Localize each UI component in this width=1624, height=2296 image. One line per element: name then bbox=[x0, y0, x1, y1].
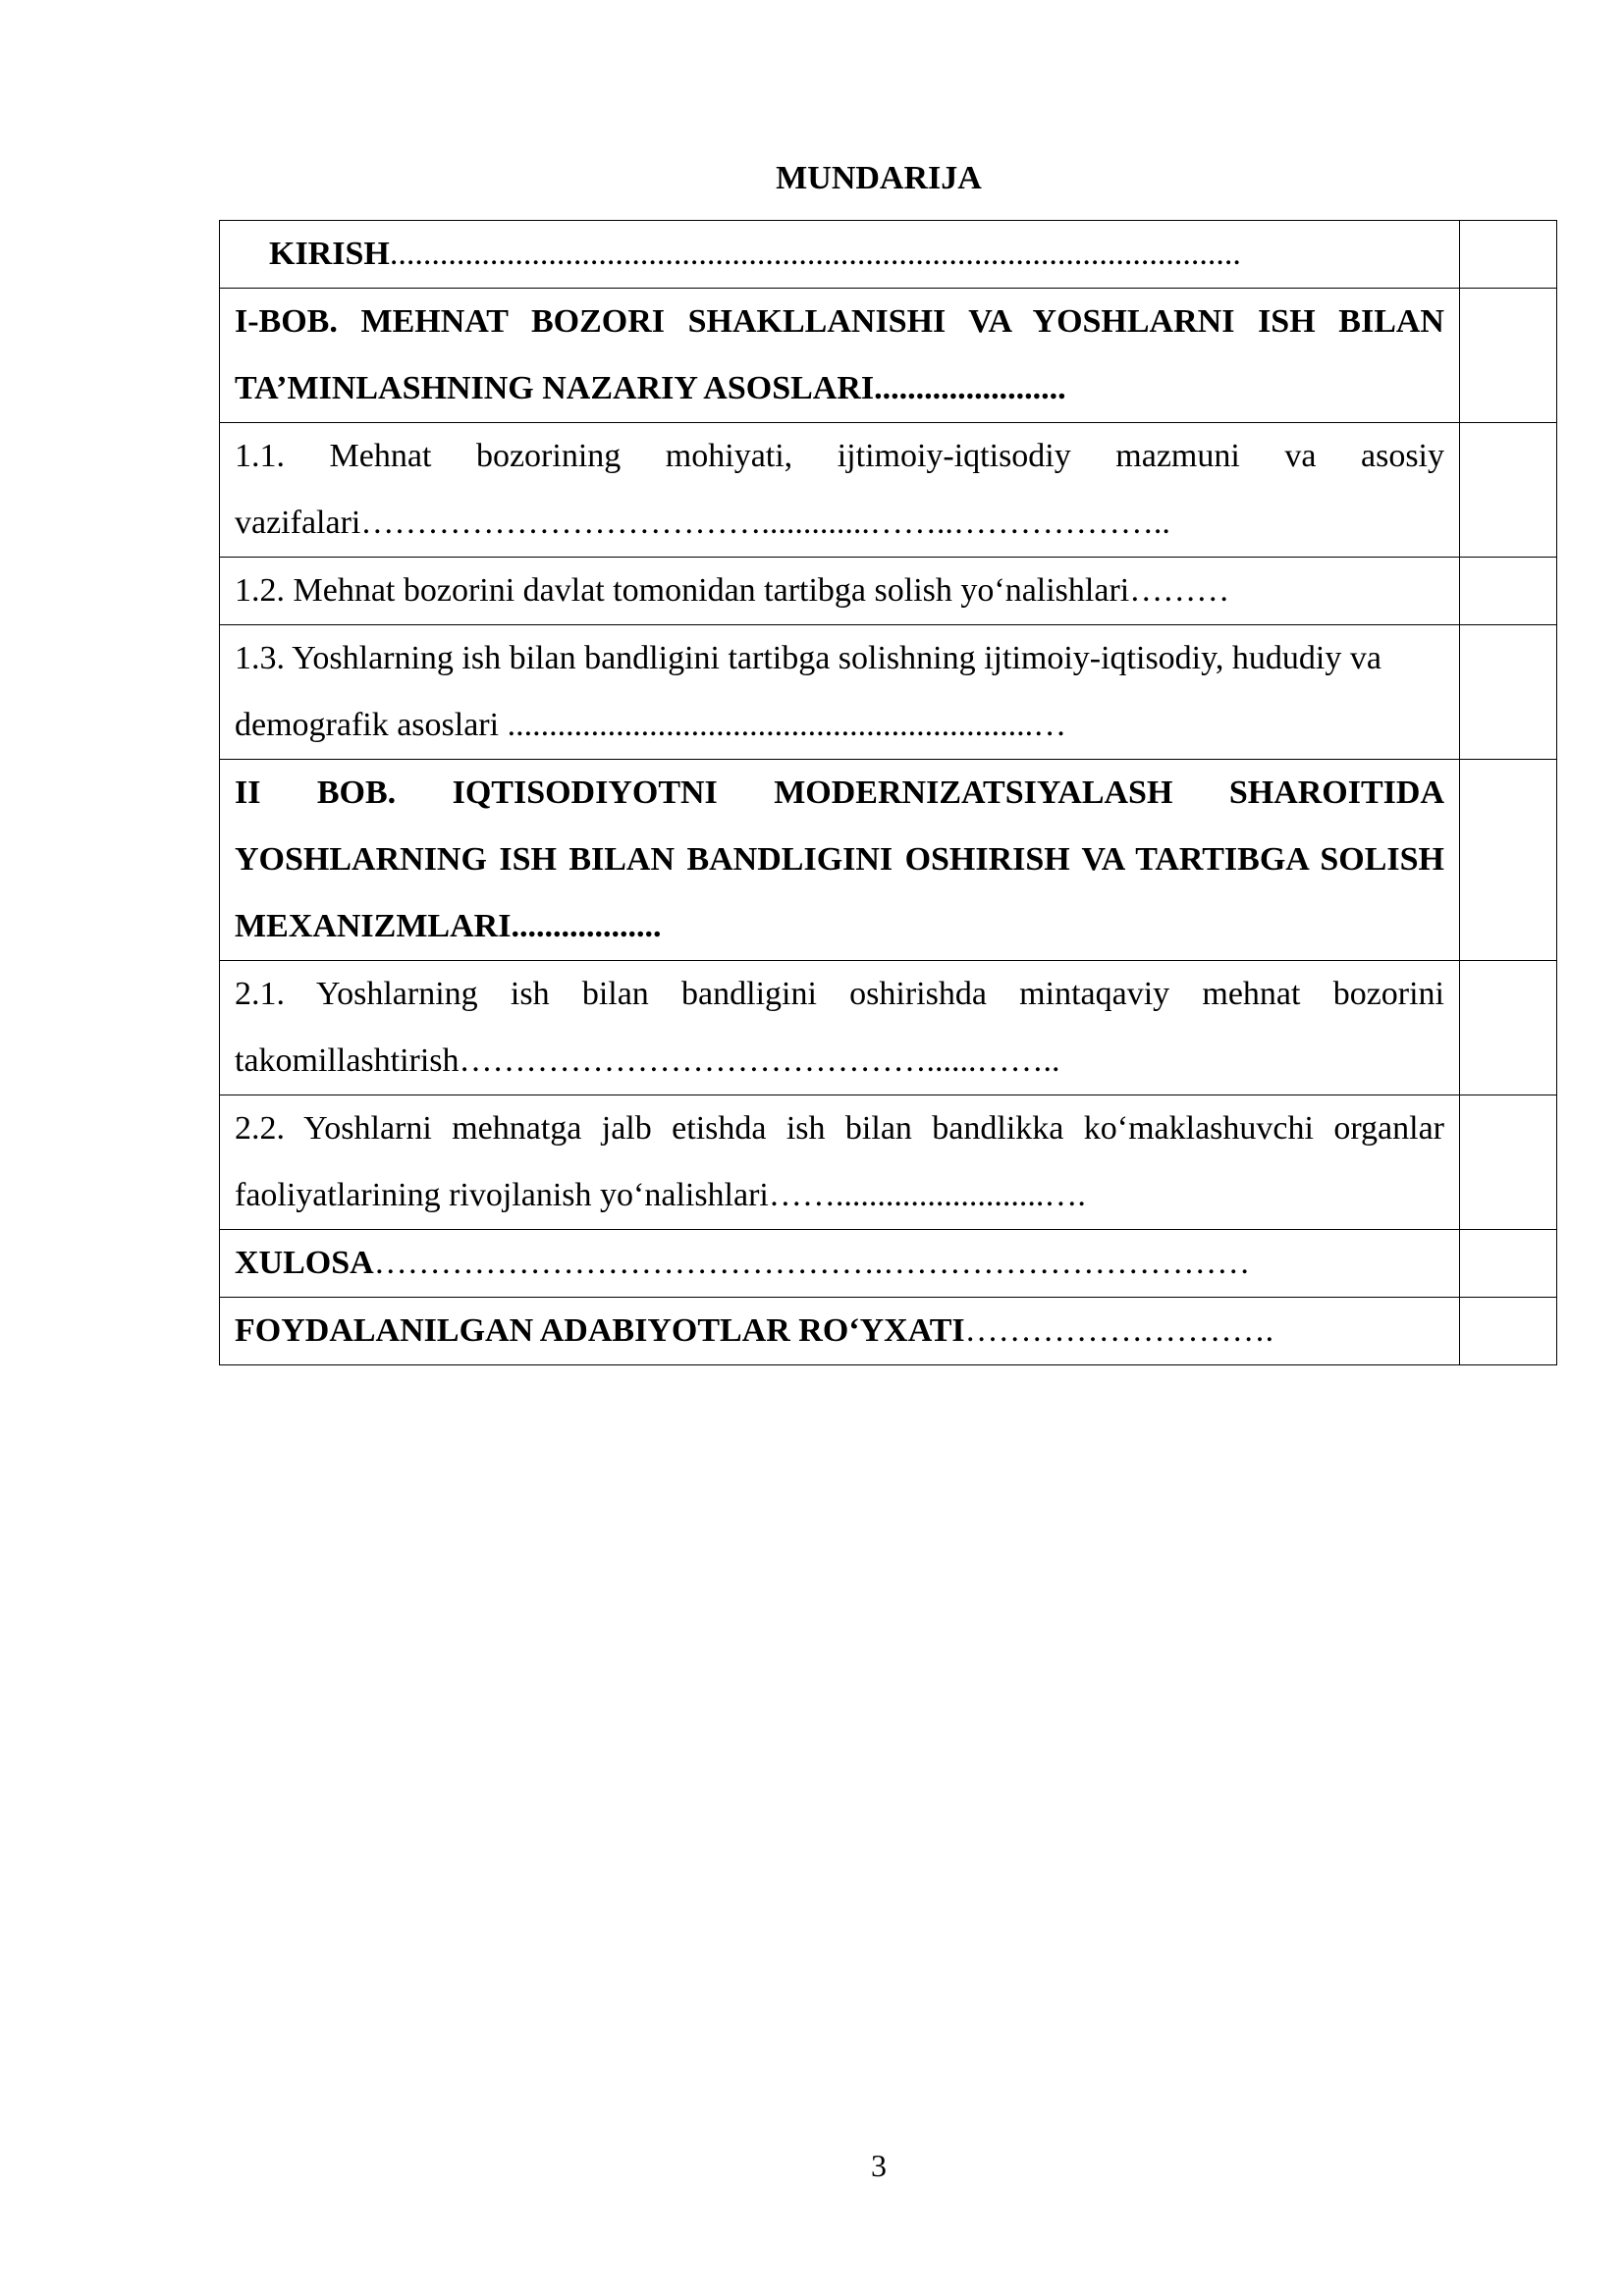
toc-leader: …….........................…. bbox=[768, 1177, 1086, 1213]
toc-entry-cell bbox=[220, 1230, 1460, 1298]
toc-leader: ....................... bbox=[874, 370, 1066, 406]
page-number: 3 bbox=[871, 2148, 887, 2183]
toc-page-cell bbox=[1460, 760, 1557, 961]
toc-leader: ……………………………………......…….. bbox=[459, 1042, 1060, 1079]
toc-row-intro bbox=[220, 221, 1557, 289]
toc-entry bbox=[220, 1230, 1459, 1297]
toc-entry bbox=[220, 423, 1459, 557]
toc-entry-cell bbox=[220, 558, 1460, 625]
toc-entry bbox=[220, 558, 1459, 624]
toc-entry-title: 1.2. Mehnat bozorini davlat tomonidan tartibga solish yo‘nalishlari bbox=[235, 572, 1130, 609]
toc-entry-title: II BOB. IQTISODIYOTNI MODERNIZATSIYALASH SHAROITIDA YOSHLARNING ISH BILAN BANDLIGINI OSHIRISH VA TARTIBGA SOLISH MEXANIZMLARI bbox=[235, 774, 1444, 944]
toc-leader: ……… bbox=[1129, 572, 1230, 609]
toc-leader: ………………………. bbox=[964, 1312, 1274, 1349]
toc-page-cell bbox=[1460, 289, 1557, 423]
toc-page-cell bbox=[1460, 221, 1557, 289]
toc-entry-title: KIRISH bbox=[269, 236, 390, 272]
toc-page-cell bbox=[1460, 1095, 1557, 1230]
toc-leader: .................. bbox=[511, 908, 662, 944]
toc-entry bbox=[220, 961, 1459, 1095]
toc-row-section-2-2 bbox=[220, 1095, 1557, 1230]
table-of-contents bbox=[219, 220, 1557, 1365]
toc-entry bbox=[220, 625, 1459, 759]
toc-entry bbox=[220, 289, 1459, 422]
toc-entry-cell bbox=[220, 289, 1460, 423]
toc-leader: ...................................................................................................... bbox=[389, 236, 1241, 272]
toc-entry-cell bbox=[220, 1298, 1460, 1365]
toc-entry-cell bbox=[220, 961, 1460, 1095]
toc-entry-cell bbox=[220, 1095, 1460, 1230]
toc-page-cell bbox=[1460, 558, 1557, 625]
toc-row-section-1-3 bbox=[220, 625, 1557, 760]
toc-row-chapter-2 bbox=[220, 760, 1557, 961]
toc-leader: ...............................................................… bbox=[499, 707, 1067, 743]
toc-row-conclusion bbox=[220, 1230, 1557, 1298]
page-title: MUNDARIJA bbox=[776, 160, 982, 196]
toc-entry bbox=[220, 221, 1459, 288]
toc-entry bbox=[220, 1298, 1459, 1364]
toc-leader: ……………………………………….…………………………… bbox=[373, 1245, 1251, 1281]
toc-entry-title: 2.2. Yoshlarni mehnatga jalb etishda ish bilan bandlikka ko‘maklashuvchi organlar faoliyatlarining rivojlanish yo‘nalishlari bbox=[235, 1110, 1444, 1213]
toc-row-chapter-1 bbox=[220, 289, 1557, 423]
toc-entry-title: 1.1. Mehnat bozorining mohiyati, ijtimoiy-iqtisodiy mazmuni va asosiy vazifalari bbox=[235, 438, 1444, 541]
toc-row-section-1-2 bbox=[220, 558, 1557, 625]
toc-entry bbox=[220, 1095, 1459, 1229]
toc-entry bbox=[220, 760, 1459, 960]
toc-entry-title: I-BOB. MEHNAT BOZORI SHAKLLANISHI VA YOSHLARNI ISH BILAN TA’MINLASHNING NAZARIY ASOSLARI bbox=[235, 303, 1444, 406]
toc-page-cell bbox=[1460, 961, 1557, 1095]
toc-page-cell bbox=[1460, 423, 1557, 558]
toc-entry-title: 2.1. Yoshlarning ish bilan bandligini oshirishda mintaqaviy mehnat bozorini takomillashtirish bbox=[235, 976, 1444, 1079]
toc-page-cell bbox=[1460, 625, 1557, 760]
toc-entry-cell bbox=[220, 760, 1460, 961]
toc-leader: ……………………………….............……..……………….. bbox=[360, 505, 1170, 541]
toc-entry-title: FOYDALANILGAN ADABIYOTLAR RO‘YXATI bbox=[235, 1312, 965, 1349]
toc-page-cell bbox=[1460, 1298, 1557, 1365]
toc-row-references bbox=[220, 1298, 1557, 1365]
toc-entry-cell bbox=[220, 221, 1460, 289]
toc-entry-cell bbox=[220, 423, 1460, 558]
toc-row-section-1-1 bbox=[220, 423, 1557, 558]
toc-entry-title: 1.3. Yoshlarning ish bilan bandligini tartibga solishning ijtimoiy-iqtisodiy, hududiy va demografik asoslari bbox=[235, 640, 1381, 743]
toc-page-cell bbox=[1460, 1230, 1557, 1298]
toc-row-section-2-1 bbox=[220, 961, 1557, 1095]
toc-entry-title: XULOSA bbox=[235, 1245, 374, 1281]
toc-entry-cell bbox=[220, 625, 1460, 760]
